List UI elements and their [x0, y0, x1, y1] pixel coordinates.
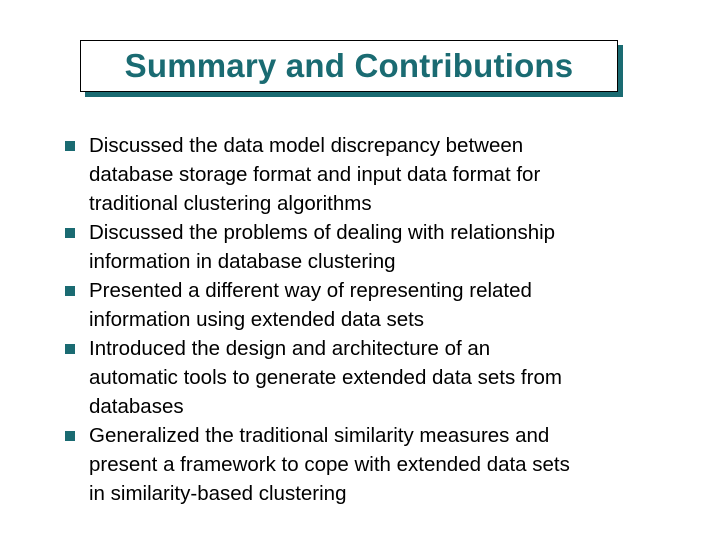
- bullet-text-line: traditional clustering algorithms: [89, 192, 372, 215]
- bullet-text-line: automatic tools to generate extended data sets from: [89, 366, 562, 389]
- bullet-item: [62, 276, 702, 334]
- bullet-item: [62, 421, 702, 508]
- square-bullet-icon: [65, 344, 75, 354]
- bullet-text-line: information in database clustering: [89, 250, 396, 273]
- bullet-item: [62, 218, 702, 276]
- square-bullet-icon: [65, 141, 75, 151]
- bullet-text-line: present a framework to cope with extended data sets: [89, 453, 570, 476]
- bullet-text-line: information using extended data sets: [89, 308, 425, 331]
- bullet-text-line: Generalized the traditional similarity measures and: [89, 424, 550, 447]
- square-bullet-icon: [65, 286, 75, 296]
- square-bullet-icon: [65, 431, 75, 441]
- title-box: [80, 40, 618, 92]
- bullet-text-line: Introduced the design and architecture of an: [89, 337, 491, 360]
- bullet-text-line: databases: [89, 395, 184, 418]
- bullet-text-line: in similarity-based clustering: [89, 482, 347, 505]
- bullet-text-line: database storage format and input data format for: [89, 163, 541, 186]
- bullet-list: [62, 131, 702, 508]
- bullet-item: [62, 131, 702, 218]
- bullet-item: [62, 334, 702, 421]
- square-bullet-icon: [65, 228, 75, 238]
- bullet-text-line: Discussed the data model discrepancy between: [89, 134, 524, 157]
- slide-title: Summary and Contributions: [124, 47, 574, 84]
- bullet-text-line: Discussed the problems of dealing with relationship: [89, 221, 556, 244]
- bullet-text-line: Presented a different way of representing related: [89, 279, 532, 302]
